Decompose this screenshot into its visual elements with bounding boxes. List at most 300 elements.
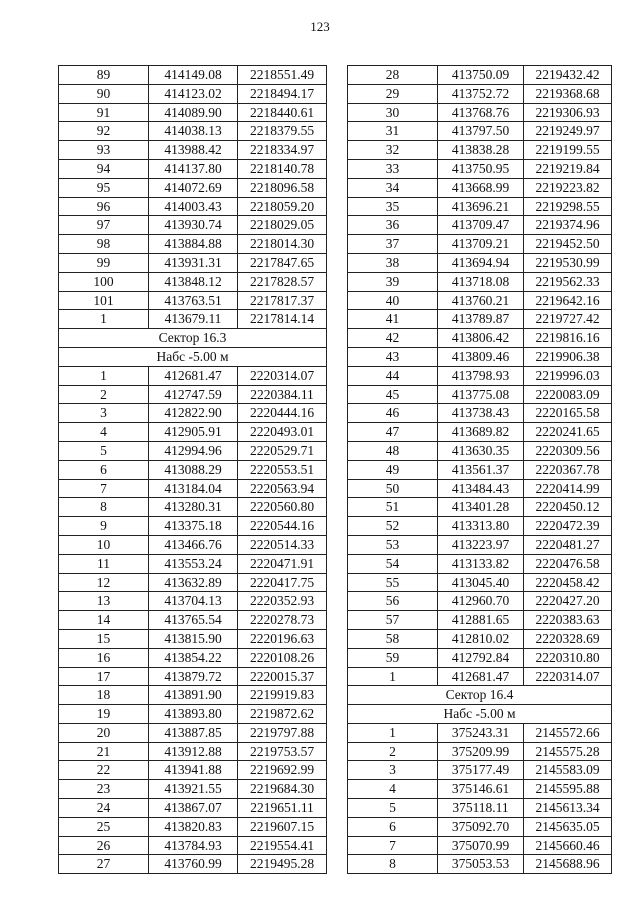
page-number: 123 [310,19,330,34]
table-row [348,761,612,780]
table-row [59,460,327,479]
point-number-cell: 3 [348,761,438,780]
x-coordinate-cell: 375146.61 [438,780,524,799]
table-row [59,573,327,592]
table-row [59,761,327,780]
y-coordinate-cell: 2220544.16 [238,517,327,536]
point-number-cell: 3 [59,404,149,423]
y-coordinate-cell: 2219906.38 [524,347,612,366]
table-row [59,705,327,724]
coordinates-table-right [347,65,612,874]
point-number-cell: 23 [59,780,149,799]
y-coordinate-cell: 2218440.61 [238,103,327,122]
table-row [348,498,612,517]
y-coordinate-cell: 2218334.97 [238,141,327,160]
point-number-cell: 26 [59,836,149,855]
point-number-cell: 21 [59,742,149,761]
table-row [348,197,612,216]
table-row [348,291,612,310]
table-row [59,817,327,836]
y-coordinate-cell: 2219452.50 [524,235,612,254]
x-coordinate-cell: 413184.04 [149,479,238,498]
table-row [59,253,327,272]
x-coordinate-cell: 414149.08 [149,66,238,85]
table-row [59,178,327,197]
table-row [348,554,612,573]
table-row [59,535,327,554]
table-row [348,667,612,686]
x-coordinate-cell: 413879.72 [149,667,238,686]
point-number-cell: 52 [348,517,438,536]
point-number-cell: 58 [348,629,438,648]
table-row [59,235,327,254]
y-coordinate-cell: 2219368.68 [524,84,612,103]
x-coordinate-cell: 413921.55 [149,780,238,799]
point-number-cell: 12 [59,573,149,592]
x-coordinate-cell: 413689.82 [438,423,524,442]
y-coordinate-cell: 2219219.84 [524,159,612,178]
table-row [348,159,612,178]
table-row [348,535,612,554]
x-coordinate-cell: 414137.80 [149,159,238,178]
y-coordinate-cell: 2220015.37 [238,667,327,686]
table-row [348,479,612,498]
table-row [59,423,327,442]
table-row [348,310,612,329]
table-row [59,686,327,705]
y-coordinate-cell: 2220196.63 [238,629,327,648]
y-coordinate-cell: 2220529.71 [238,441,327,460]
table-row [348,441,612,460]
y-coordinate-cell: 2219684.30 [238,780,327,799]
x-coordinate-cell: 413738.43 [438,404,524,423]
sector-caption-row [348,686,612,705]
x-coordinate-cell: 413760.21 [438,291,524,310]
y-coordinate-cell: 2220458.42 [524,573,612,592]
x-coordinate-cell: 413848.12 [149,272,238,291]
point-number-cell: 29 [348,84,438,103]
point-number-cell: 39 [348,272,438,291]
x-coordinate-cell: 375118.11 [438,799,524,818]
point-number-cell: 27 [59,855,149,874]
table-row [59,310,327,329]
table-row [59,742,327,761]
point-number-cell: 59 [348,648,438,667]
x-coordinate-cell: 413752.72 [438,84,524,103]
coordinates-table-left [58,65,327,874]
y-coordinate-cell: 2220417.75 [238,573,327,592]
x-coordinate-cell: 413750.95 [438,159,524,178]
x-coordinate-cell: 375092.70 [438,817,524,836]
point-number-cell: 13 [59,592,149,611]
x-coordinate-cell: 412792.84 [438,648,524,667]
y-coordinate-cell: 2219607.15 [238,817,327,836]
table-row [348,347,612,366]
point-number-cell: 55 [348,573,438,592]
y-coordinate-cell: 2219753.57 [238,742,327,761]
table-row [348,648,612,667]
x-coordinate-cell: 413884.88 [149,235,238,254]
table-row [59,272,327,291]
point-number-cell: 1 [348,667,438,686]
sector-caption: Набс -5.00 м [59,347,327,366]
table-row [348,799,612,818]
y-coordinate-cell: 2218379.55 [238,122,327,141]
x-coordinate-cell: 413789.87 [438,310,524,329]
x-coordinate-cell: 413484.43 [438,479,524,498]
table-row [59,122,327,141]
table-row [348,253,612,272]
y-coordinate-cell: 2219797.88 [238,723,327,742]
point-number-cell: 98 [59,235,149,254]
x-coordinate-cell: 413798.93 [438,366,524,385]
table-row [348,122,612,141]
x-coordinate-cell: 414072.69 [149,178,238,197]
y-coordinate-cell: 2220314.07 [238,366,327,385]
point-number-cell: 53 [348,535,438,554]
x-coordinate-cell: 413709.47 [438,216,524,235]
y-coordinate-cell: 2220383.63 [524,611,612,630]
table-row [59,479,327,498]
x-coordinate-cell: 413820.83 [149,817,238,836]
x-coordinate-cell: 413630.35 [438,441,524,460]
table-row [59,141,327,160]
y-coordinate-cell: 2220560.80 [238,498,327,517]
y-coordinate-cell: 2219495.28 [238,855,327,874]
point-number-cell: 14 [59,611,149,630]
y-coordinate-cell: 2220553.51 [238,460,327,479]
table-row [59,780,327,799]
point-number-cell: 33 [348,159,438,178]
x-coordinate-cell: 413045.40 [438,573,524,592]
point-number-cell: 97 [59,216,149,235]
table-row [348,780,612,799]
sector-caption: Сектор 16.4 [348,686,612,705]
y-coordinate-cell: 2145635.05 [524,817,612,836]
point-number-cell: 10 [59,535,149,554]
y-coordinate-cell: 2219223.82 [524,178,612,197]
point-number-cell: 1 [59,310,149,329]
y-coordinate-cell: 2218494.17 [238,84,327,103]
table-row [59,723,327,742]
table-row [348,103,612,122]
point-number-cell: 37 [348,235,438,254]
point-number-cell: 5 [348,799,438,818]
point-number-cell: 40 [348,291,438,310]
y-coordinate-cell: 2220476.58 [524,554,612,573]
table-row [59,629,327,648]
y-coordinate-cell: 2220444.16 [238,404,327,423]
table-row [59,159,327,178]
table-row [348,592,612,611]
x-coordinate-cell: 413088.29 [149,460,238,479]
x-coordinate-cell: 413718.08 [438,272,524,291]
point-number-cell: 5 [59,441,149,460]
point-number-cell: 45 [348,385,438,404]
x-coordinate-cell: 413679.11 [149,310,238,329]
y-coordinate-cell: 2219919.83 [238,686,327,705]
y-coordinate-cell: 2220314.07 [524,667,612,686]
point-number-cell: 19 [59,705,149,724]
x-coordinate-cell: 413133.82 [438,554,524,573]
table-row [348,723,612,742]
y-coordinate-cell: 2219199.55 [524,141,612,160]
point-number-cell: 42 [348,329,438,348]
y-coordinate-cell: 2219642.16 [524,291,612,310]
y-coordinate-cell: 2219249.97 [524,122,612,141]
y-coordinate-cell: 2220472.39 [524,517,612,536]
point-number-cell: 6 [348,817,438,836]
y-coordinate-cell: 2220309.56 [524,441,612,460]
x-coordinate-cell: 413280.31 [149,498,238,517]
x-coordinate-cell: 412822.90 [149,404,238,423]
table-row [348,517,612,536]
x-coordinate-cell: 412681.47 [438,667,524,686]
x-coordinate-cell: 414089.90 [149,103,238,122]
point-number-cell: 35 [348,197,438,216]
x-coordinate-cell: 412747.59 [149,385,238,404]
table-row [59,648,327,667]
point-number-cell: 101 [59,291,149,310]
x-coordinate-cell: 412905.91 [149,423,238,442]
point-number-cell: 46 [348,404,438,423]
point-number-cell: 49 [348,460,438,479]
y-coordinate-cell: 2220493.01 [238,423,327,442]
point-number-cell: 22 [59,761,149,780]
y-coordinate-cell: 2220514.33 [238,535,327,554]
point-number-cell: 48 [348,441,438,460]
x-coordinate-cell: 413553.24 [149,554,238,573]
x-coordinate-cell: 413694.94 [438,253,524,272]
x-coordinate-cell: 413931.31 [149,253,238,272]
x-coordinate-cell: 413838.28 [438,141,524,160]
table-row [348,423,612,442]
x-coordinate-cell: 413768.76 [438,103,524,122]
table-row [348,178,612,197]
x-coordinate-cell: 375177.49 [438,761,524,780]
x-coordinate-cell: 413854.22 [149,648,238,667]
y-coordinate-cell: 2220471.91 [238,554,327,573]
point-number-cell: 18 [59,686,149,705]
x-coordinate-cell: 413784.93 [149,836,238,855]
y-coordinate-cell: 2219298.55 [524,197,612,216]
x-coordinate-cell: 413806.42 [438,329,524,348]
y-coordinate-cell: 2219692.99 [238,761,327,780]
x-coordinate-cell: 413466.76 [149,535,238,554]
y-coordinate-cell: 2217814.14 [238,310,327,329]
y-coordinate-cell: 2220384.11 [238,385,327,404]
table-row [59,385,327,404]
y-coordinate-cell: 2220563.94 [238,479,327,498]
y-coordinate-cell: 2220367.78 [524,460,612,479]
table-row [59,291,327,310]
y-coordinate-cell: 2145660.46 [524,836,612,855]
point-number-cell: 41 [348,310,438,329]
point-number-cell: 56 [348,592,438,611]
point-number-cell: 47 [348,423,438,442]
point-number-cell: 57 [348,611,438,630]
x-coordinate-cell: 413696.21 [438,197,524,216]
point-number-cell: 2 [59,385,149,404]
table-row [59,84,327,103]
table-row [59,592,327,611]
y-coordinate-cell: 2219872.62 [238,705,327,724]
table-row [59,404,327,423]
point-number-cell: 1 [59,366,149,385]
point-number-cell: 25 [59,817,149,836]
table-row [348,404,612,423]
x-coordinate-cell: 413760.99 [149,855,238,874]
point-number-cell: 32 [348,141,438,160]
x-coordinate-cell: 413930.74 [149,216,238,235]
x-coordinate-cell: 412810.02 [438,629,524,648]
point-number-cell: 92 [59,122,149,141]
sector-caption-row [348,705,612,724]
table-row [59,667,327,686]
point-number-cell: 34 [348,178,438,197]
table-row [59,554,327,573]
y-coordinate-cell: 2145688.96 [524,855,612,874]
x-coordinate-cell: 413891.90 [149,686,238,705]
x-coordinate-cell: 375243.31 [438,723,524,742]
point-number-cell: 95 [59,178,149,197]
point-number-cell: 11 [59,554,149,573]
table-row [59,855,327,874]
y-coordinate-cell: 2220414.99 [524,479,612,498]
x-coordinate-cell: 413750.09 [438,66,524,85]
x-coordinate-cell: 413765.54 [149,611,238,630]
y-coordinate-cell: 2220427.20 [524,592,612,611]
point-number-cell: 17 [59,667,149,686]
table-row [348,216,612,235]
y-coordinate-cell: 2220241.65 [524,423,612,442]
y-coordinate-cell: 2219727.42 [524,310,612,329]
point-number-cell: 43 [348,347,438,366]
y-coordinate-cell: 2219306.93 [524,103,612,122]
point-number-cell: 38 [348,253,438,272]
y-coordinate-cell: 2217847.65 [238,253,327,272]
y-coordinate-cell: 2217828.57 [238,272,327,291]
table-row [348,329,612,348]
x-coordinate-cell: 413223.97 [438,535,524,554]
table-row [348,84,612,103]
table-row [348,366,612,385]
x-coordinate-cell: 413893.80 [149,705,238,724]
x-coordinate-cell: 414003.43 [149,197,238,216]
table-body [348,66,612,874]
y-coordinate-cell: 2218140.78 [238,159,327,178]
x-coordinate-cell: 413704.13 [149,592,238,611]
x-coordinate-cell: 413668.99 [438,178,524,197]
x-coordinate-cell: 412994.96 [149,441,238,460]
table-row [348,611,612,630]
y-coordinate-cell: 2219432.42 [524,66,612,85]
sector-caption: Сектор 16.3 [59,329,327,348]
point-number-cell: 96 [59,197,149,216]
point-number-cell: 99 [59,253,149,272]
sector-caption-row [59,347,327,366]
table-row [59,66,327,85]
x-coordinate-cell: 413797.50 [438,122,524,141]
y-coordinate-cell: 2145595.88 [524,780,612,799]
point-number-cell: 90 [59,84,149,103]
point-number-cell: 4 [348,780,438,799]
table-row [59,836,327,855]
table-row [59,441,327,460]
sector-caption-row [59,329,327,348]
x-coordinate-cell: 414123.02 [149,84,238,103]
y-coordinate-cell: 2217817.37 [238,291,327,310]
point-number-cell: 51 [348,498,438,517]
table-row [348,573,612,592]
x-coordinate-cell: 413763.51 [149,291,238,310]
y-coordinate-cell: 2219554.41 [238,836,327,855]
table-row [348,141,612,160]
point-number-cell: 36 [348,216,438,235]
y-coordinate-cell: 2220352.93 [238,592,327,611]
x-coordinate-cell: 413815.90 [149,629,238,648]
y-coordinate-cell: 2145572.66 [524,723,612,742]
table-body [59,66,327,874]
y-coordinate-cell: 2220481.27 [524,535,612,554]
point-number-cell: 8 [59,498,149,517]
x-coordinate-cell: 413775.08 [438,385,524,404]
point-number-cell: 9 [59,517,149,536]
y-coordinate-cell: 2145613.34 [524,799,612,818]
point-number-cell: 8 [348,855,438,874]
y-coordinate-cell: 2220108.26 [238,648,327,667]
y-coordinate-cell: 2219996.03 [524,366,612,385]
y-coordinate-cell: 2219651.11 [238,799,327,818]
x-coordinate-cell: 413709.21 [438,235,524,254]
x-coordinate-cell: 413313.80 [438,517,524,536]
x-coordinate-cell: 413401.28 [438,498,524,517]
sector-caption: Набс -5.00 м [348,705,612,724]
x-coordinate-cell: 413561.37 [438,460,524,479]
point-number-cell: 94 [59,159,149,178]
point-number-cell: 1 [348,723,438,742]
table-row [348,460,612,479]
y-coordinate-cell: 2218029.05 [238,216,327,235]
y-coordinate-cell: 2220278.73 [238,611,327,630]
y-coordinate-cell: 2218096.58 [238,178,327,197]
point-number-cell: 31 [348,122,438,141]
x-coordinate-cell: 413867.07 [149,799,238,818]
table-row [59,799,327,818]
point-number-cell: 100 [59,272,149,291]
point-number-cell: 2 [348,742,438,761]
x-coordinate-cell: 413941.88 [149,761,238,780]
y-coordinate-cell: 2220328.69 [524,629,612,648]
x-coordinate-cell: 413887.85 [149,723,238,742]
table-row [348,385,612,404]
table-row [59,197,327,216]
x-coordinate-cell: 375070.99 [438,836,524,855]
x-coordinate-cell: 414038.13 [149,122,238,141]
point-number-cell: 4 [59,423,149,442]
point-number-cell: 24 [59,799,149,818]
y-coordinate-cell: 2219374.96 [524,216,612,235]
point-number-cell: 28 [348,66,438,85]
y-coordinate-cell: 2219530.99 [524,253,612,272]
point-number-cell: 54 [348,554,438,573]
x-coordinate-cell: 412881.65 [438,611,524,630]
table-row [348,66,612,85]
x-coordinate-cell: 375209.99 [438,742,524,761]
y-coordinate-cell: 2220310.80 [524,648,612,667]
x-coordinate-cell: 413988.42 [149,141,238,160]
y-coordinate-cell: 2220083.09 [524,385,612,404]
